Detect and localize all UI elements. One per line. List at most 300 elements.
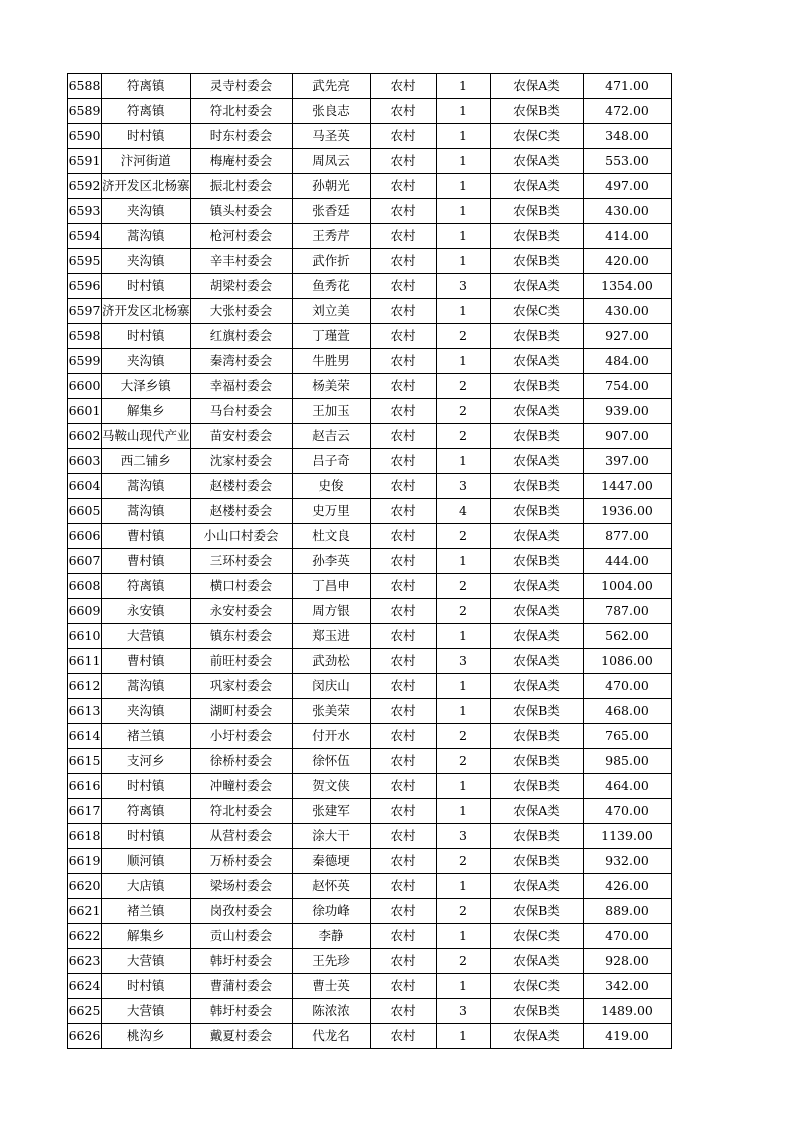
village-cell: 苗安村委会: [190, 424, 292, 449]
village-cell: 梁场村委会: [190, 874, 292, 899]
village-cell: 曹蒲村委会: [190, 974, 292, 999]
name-cell: 吕子奇: [292, 449, 370, 474]
count-cell: 2: [436, 524, 490, 549]
row-id-cell: 6606: [68, 524, 102, 549]
row-id-cell: 6599: [68, 349, 102, 374]
name-cell: 徐怀伍: [292, 749, 370, 774]
name-cell: 王秀芹: [292, 224, 370, 249]
residence-type-cell: 农村: [370, 74, 436, 99]
row-id-cell: 6614: [68, 724, 102, 749]
amount-cell: 468.00: [583, 699, 671, 724]
name-cell: 郑玉进: [292, 624, 370, 649]
table-row: [68, 99, 672, 124]
row-id-cell: 6589: [68, 99, 102, 124]
category-cell: 农保A类: [490, 1024, 583, 1049]
amount-cell: 889.00: [583, 899, 671, 924]
village-cell: 三环村委会: [190, 549, 292, 574]
town-cell: 时村镇: [102, 774, 191, 799]
village-cell: 赵楼村委会: [190, 499, 292, 524]
count-cell: 1: [436, 124, 490, 149]
town-cell: 时村镇: [102, 974, 191, 999]
town-cell: 夹沟镇: [102, 349, 191, 374]
category-cell: 农保B类: [490, 899, 583, 924]
table-row: [68, 624, 672, 649]
table-row: [68, 574, 672, 599]
town-cell: 西二铺乡: [102, 449, 191, 474]
row-id-cell: 6608: [68, 574, 102, 599]
row-id-cell: 6592: [68, 174, 102, 199]
row-id-cell: 6594: [68, 224, 102, 249]
count-cell: 1: [436, 74, 490, 99]
town-cell: 褚兰镇: [102, 724, 191, 749]
count-cell: 1: [436, 149, 490, 174]
village-cell: 小山口村委会: [190, 524, 292, 549]
town-cell: 时村镇: [102, 274, 191, 299]
amount-cell: 470.00: [583, 799, 671, 824]
table-row: [68, 449, 672, 474]
residence-type-cell: 农村: [370, 999, 436, 1024]
town-cell: 大营镇: [102, 949, 191, 974]
amount-cell: 1489.00: [583, 999, 671, 1024]
name-cell: 武劲松: [292, 649, 370, 674]
count-cell: 1: [436, 624, 490, 649]
amount-cell: 877.00: [583, 524, 671, 549]
category-cell: 农保A类: [490, 174, 583, 199]
row-id-cell: 6603: [68, 449, 102, 474]
count-cell: 3: [436, 999, 490, 1024]
category-cell: 农保B类: [490, 699, 583, 724]
table-row: [68, 549, 672, 574]
village-cell: 岗孜村委会: [190, 899, 292, 924]
village-cell: 冲疃村委会: [190, 774, 292, 799]
village-cell: 湖町村委会: [190, 699, 292, 724]
residence-type-cell: 农村: [370, 174, 436, 199]
residence-type-cell: 农村: [370, 1024, 436, 1049]
row-id-cell: 6619: [68, 849, 102, 874]
category-cell: 农保B类: [490, 774, 583, 799]
residence-type-cell: 农村: [370, 499, 436, 524]
name-cell: 牛胜男: [292, 349, 370, 374]
count-cell: 1: [436, 699, 490, 724]
name-cell: 王先珍: [292, 949, 370, 974]
category-cell: 农保A类: [490, 574, 583, 599]
amount-cell: 414.00: [583, 224, 671, 249]
amount-cell: 484.00: [583, 349, 671, 374]
residence-type-cell: 农村: [370, 624, 436, 649]
table-row: [68, 849, 672, 874]
village-cell: 巩家村委会: [190, 674, 292, 699]
row-id-cell: 6607: [68, 549, 102, 574]
table-row: [68, 224, 672, 249]
residence-type-cell: 农村: [370, 199, 436, 224]
table-row: [68, 699, 672, 724]
table-row: [68, 124, 672, 149]
town-cell: 符离镇: [102, 99, 191, 124]
residence-type-cell: 农村: [370, 824, 436, 849]
category-cell: 农保C类: [490, 124, 583, 149]
residence-type-cell: 农村: [370, 949, 436, 974]
count-cell: 1: [436, 674, 490, 699]
row-id-cell: 6601: [68, 399, 102, 424]
count-cell: 1: [436, 924, 490, 949]
village-cell: 胡梁村委会: [190, 274, 292, 299]
category-cell: 农保B类: [490, 749, 583, 774]
count-cell: 1: [436, 799, 490, 824]
row-id-cell: 6615: [68, 749, 102, 774]
town-cell: 大营镇: [102, 999, 191, 1024]
name-cell: 杜文良: [292, 524, 370, 549]
residence-type-cell: 农村: [370, 774, 436, 799]
town-cell: 顺河镇: [102, 849, 191, 874]
table-row: [68, 349, 672, 374]
category-cell: 农保B类: [490, 849, 583, 874]
category-cell: 农保A类: [490, 624, 583, 649]
village-cell: 枪河村委会: [190, 224, 292, 249]
town-cell: 桃沟乡: [102, 1024, 191, 1049]
table-row: [68, 424, 672, 449]
name-cell: 鱼秀花: [292, 274, 370, 299]
amount-cell: 939.00: [583, 399, 671, 424]
town-cell: 大店镇: [102, 874, 191, 899]
town-cell: 曹村镇: [102, 649, 191, 674]
category-cell: 农保C类: [490, 974, 583, 999]
town-cell: 褚兰镇: [102, 899, 191, 924]
name-cell: 赵吉云: [292, 424, 370, 449]
category-cell: 农保A类: [490, 399, 583, 424]
row-id-cell: 6597: [68, 299, 102, 324]
row-id-cell: 6600: [68, 374, 102, 399]
residence-type-cell: 农村: [370, 799, 436, 824]
village-cell: 振北村委会: [190, 174, 292, 199]
count-cell: 2: [436, 574, 490, 599]
residence-type-cell: 农村: [370, 349, 436, 374]
village-cell: 辛丰村委会: [190, 249, 292, 274]
amount-cell: 932.00: [583, 849, 671, 874]
town-cell: 蒿沟镇: [102, 474, 191, 499]
name-cell: 张美荣: [292, 699, 370, 724]
amount-cell: 470.00: [583, 924, 671, 949]
row-id-cell: 6625: [68, 999, 102, 1024]
count-cell: 3: [436, 649, 490, 674]
amount-cell: 470.00: [583, 674, 671, 699]
category-cell: 农保A类: [490, 874, 583, 899]
count-cell: 1: [436, 774, 490, 799]
village-cell: 幸福村委会: [190, 374, 292, 399]
row-id-cell: 6605: [68, 499, 102, 524]
name-cell: 武作折: [292, 249, 370, 274]
amount-cell: 430.00: [583, 299, 671, 324]
count-cell: 2: [436, 749, 490, 774]
village-cell: 马台村委会: [190, 399, 292, 424]
residence-type-cell: 农村: [370, 724, 436, 749]
table-row: [68, 374, 672, 399]
village-cell: 梅庵村委会: [190, 149, 292, 174]
table-row: [68, 649, 672, 674]
town-cell: 解集乡: [102, 399, 191, 424]
residence-type-cell: 农村: [370, 699, 436, 724]
name-cell: 武先亮: [292, 74, 370, 99]
village-cell: 横口村委会: [190, 574, 292, 599]
amount-cell: 765.00: [583, 724, 671, 749]
name-cell: 杨美荣: [292, 374, 370, 399]
category-cell: 农保A类: [490, 799, 583, 824]
name-cell: 马圣英: [292, 124, 370, 149]
residence-type-cell: 农村: [370, 274, 436, 299]
category-cell: 农保B类: [490, 499, 583, 524]
row-id-cell: 6604: [68, 474, 102, 499]
town-cell: 夹沟镇: [102, 199, 191, 224]
row-id-cell: 6610: [68, 624, 102, 649]
town-cell: 符离镇: [102, 799, 191, 824]
name-cell: 赵怀英: [292, 874, 370, 899]
table-row: [68, 924, 672, 949]
village-cell: 镇头村委会: [190, 199, 292, 224]
table-row: [68, 774, 672, 799]
town-cell: 时村镇: [102, 124, 191, 149]
row-id-cell: 6590: [68, 124, 102, 149]
village-cell: 从营村委会: [190, 824, 292, 849]
row-id-cell: 6593: [68, 199, 102, 224]
row-id-cell: 6609: [68, 599, 102, 624]
table-row: [68, 824, 672, 849]
count-cell: 1: [436, 249, 490, 274]
village-cell: 秦湾村委会: [190, 349, 292, 374]
town-cell: 时村镇: [102, 324, 191, 349]
amount-cell: 397.00: [583, 449, 671, 474]
residence-type-cell: 农村: [370, 974, 436, 999]
residence-type-cell: 农村: [370, 299, 436, 324]
category-cell: 农保B类: [490, 99, 583, 124]
residence-type-cell: 农村: [370, 149, 436, 174]
table-row: [68, 199, 672, 224]
category-cell: 农保A类: [490, 149, 583, 174]
row-id-cell: 6591: [68, 149, 102, 174]
count-cell: 2: [436, 899, 490, 924]
name-cell: 孙朝光: [292, 174, 370, 199]
row-id-cell: 6613: [68, 699, 102, 724]
town-cell: 蒿沟镇: [102, 674, 191, 699]
amount-cell: 472.00: [583, 99, 671, 124]
count-cell: 2: [436, 399, 490, 424]
category-cell: 农保A类: [490, 524, 583, 549]
amount-cell: 927.00: [583, 324, 671, 349]
village-cell: 灵寺村委会: [190, 74, 292, 99]
table-row: [68, 599, 672, 624]
table-row: [68, 999, 672, 1024]
row-id-cell: 6622: [68, 924, 102, 949]
count-cell: 1: [436, 549, 490, 574]
count-cell: 1: [436, 349, 490, 374]
town-cell: 符离镇: [102, 74, 191, 99]
village-cell: 韩圩村委会: [190, 949, 292, 974]
amount-cell: 420.00: [583, 249, 671, 274]
village-cell: 小圩村委会: [190, 724, 292, 749]
village-cell: 时东村委会: [190, 124, 292, 149]
count-cell: 1: [436, 224, 490, 249]
category-cell: 农保B类: [490, 549, 583, 574]
row-id-cell: 6598: [68, 324, 102, 349]
table-row: [68, 299, 672, 324]
village-cell: 戴夏村委会: [190, 1024, 292, 1049]
town-cell: 曹村镇: [102, 524, 191, 549]
category-cell: 农保B类: [490, 374, 583, 399]
amount-cell: 444.00: [583, 549, 671, 574]
residence-type-cell: 农村: [370, 449, 436, 474]
count-cell: 2: [436, 374, 490, 399]
table-row: [68, 399, 672, 424]
table-row: [68, 74, 672, 99]
name-cell: 丁昌申: [292, 574, 370, 599]
count-cell: 3: [436, 824, 490, 849]
residence-type-cell: 农村: [370, 674, 436, 699]
count-cell: 1: [436, 449, 490, 474]
category-cell: 农保C类: [490, 299, 583, 324]
name-cell: 史万里: [292, 499, 370, 524]
town-cell: 永安镇: [102, 599, 191, 624]
name-cell: 孙李英: [292, 549, 370, 574]
amount-cell: 1004.00: [583, 574, 671, 599]
table-row: [68, 674, 672, 699]
name-cell: 曹士英: [292, 974, 370, 999]
name-cell: 陈浓浓: [292, 999, 370, 1024]
count-cell: 1: [436, 174, 490, 199]
name-cell: 代龙名: [292, 1024, 370, 1049]
amount-cell: 562.00: [583, 624, 671, 649]
village-cell: 符北村委会: [190, 99, 292, 124]
name-cell: 贺文侠: [292, 774, 370, 799]
table-row: [68, 149, 672, 174]
residence-type-cell: 农村: [370, 249, 436, 274]
residence-type-cell: 农村: [370, 424, 436, 449]
category-cell: 农保B类: [490, 324, 583, 349]
row-id-cell: 6621: [68, 899, 102, 924]
amount-cell: 1139.00: [583, 824, 671, 849]
amount-cell: 342.00: [583, 974, 671, 999]
residence-type-cell: 农村: [370, 374, 436, 399]
count-cell: 2: [436, 849, 490, 874]
table-row: [68, 874, 672, 899]
records-table: [67, 73, 672, 1049]
amount-cell: 419.00: [583, 1024, 671, 1049]
name-cell: 周凤云: [292, 149, 370, 174]
residence-type-cell: 农村: [370, 324, 436, 349]
amount-cell: 348.00: [583, 124, 671, 149]
count-cell: 1: [436, 99, 490, 124]
village-cell: 韩圩村委会: [190, 999, 292, 1024]
table-row: [68, 724, 672, 749]
town-cell: 济开发区北杨寨: [102, 174, 191, 199]
category-cell: 农保B类: [490, 824, 583, 849]
residence-type-cell: 农村: [370, 899, 436, 924]
residence-type-cell: 农村: [370, 524, 436, 549]
row-id-cell: 6588: [68, 74, 102, 99]
count-cell: 3: [436, 474, 490, 499]
category-cell: 农保A类: [490, 349, 583, 374]
amount-cell: 1354.00: [583, 274, 671, 299]
category-cell: 农保A类: [490, 449, 583, 474]
row-id-cell: 6612: [68, 674, 102, 699]
amount-cell: 426.00: [583, 874, 671, 899]
name-cell: 张建军: [292, 799, 370, 824]
name-cell: 史俊: [292, 474, 370, 499]
name-cell: 周方银: [292, 599, 370, 624]
village-cell: 红旗村委会: [190, 324, 292, 349]
amount-cell: 928.00: [583, 949, 671, 974]
table-row: [68, 474, 672, 499]
category-cell: 农保B类: [490, 199, 583, 224]
category-cell: 农保A类: [490, 674, 583, 699]
row-id-cell: 6618: [68, 824, 102, 849]
records-sheet: [67, 73, 672, 1049]
row-id-cell: 6616: [68, 774, 102, 799]
row-id-cell: 6611: [68, 649, 102, 674]
count-cell: 2: [436, 324, 490, 349]
residence-type-cell: 农村: [370, 399, 436, 424]
name-cell: 张良志: [292, 99, 370, 124]
amount-cell: 907.00: [583, 424, 671, 449]
amount-cell: 464.00: [583, 774, 671, 799]
village-cell: 镇东村委会: [190, 624, 292, 649]
table-row: [68, 749, 672, 774]
residence-type-cell: 农村: [370, 474, 436, 499]
residence-type-cell: 农村: [370, 549, 436, 574]
name-cell: 刘立美: [292, 299, 370, 324]
category-cell: 农保A类: [490, 599, 583, 624]
name-cell: 徐功峰: [292, 899, 370, 924]
table-row: [68, 499, 672, 524]
count-cell: 1: [436, 1024, 490, 1049]
row-id-cell: 6626: [68, 1024, 102, 1049]
name-cell: 闵庆山: [292, 674, 370, 699]
town-cell: 夹沟镇: [102, 699, 191, 724]
amount-cell: 430.00: [583, 199, 671, 224]
amount-cell: 497.00: [583, 174, 671, 199]
name-cell: 付开水: [292, 724, 370, 749]
town-cell: 蒿沟镇: [102, 224, 191, 249]
category-cell: 农保B类: [490, 724, 583, 749]
table-row: [68, 1024, 672, 1049]
category-cell: 农保C类: [490, 924, 583, 949]
residence-type-cell: 农村: [370, 924, 436, 949]
count-cell: 2: [436, 949, 490, 974]
village-cell: 沈家村委会: [190, 449, 292, 474]
category-cell: 农保B类: [490, 999, 583, 1024]
amount-cell: 1447.00: [583, 474, 671, 499]
village-cell: 永安村委会: [190, 599, 292, 624]
amount-cell: 553.00: [583, 149, 671, 174]
row-id-cell: 6596: [68, 274, 102, 299]
count-cell: 2: [436, 724, 490, 749]
residence-type-cell: 农村: [370, 849, 436, 874]
count-cell: 2: [436, 424, 490, 449]
row-id-cell: 6595: [68, 249, 102, 274]
town-cell: 汴河街道: [102, 149, 191, 174]
town-cell: 符离镇: [102, 574, 191, 599]
village-cell: 徐桥村委会: [190, 749, 292, 774]
row-id-cell: 6620: [68, 874, 102, 899]
residence-type-cell: 农村: [370, 649, 436, 674]
row-id-cell: 6623: [68, 949, 102, 974]
count-cell: 3: [436, 274, 490, 299]
count-cell: 4: [436, 499, 490, 524]
town-cell: 蒿沟镇: [102, 499, 191, 524]
category-cell: 农保A类: [490, 74, 583, 99]
residence-type-cell: 农村: [370, 124, 436, 149]
table-row: [68, 524, 672, 549]
town-cell: 夹沟镇: [102, 249, 191, 274]
category-cell: 农保B类: [490, 474, 583, 499]
village-cell: 前旺村委会: [190, 649, 292, 674]
